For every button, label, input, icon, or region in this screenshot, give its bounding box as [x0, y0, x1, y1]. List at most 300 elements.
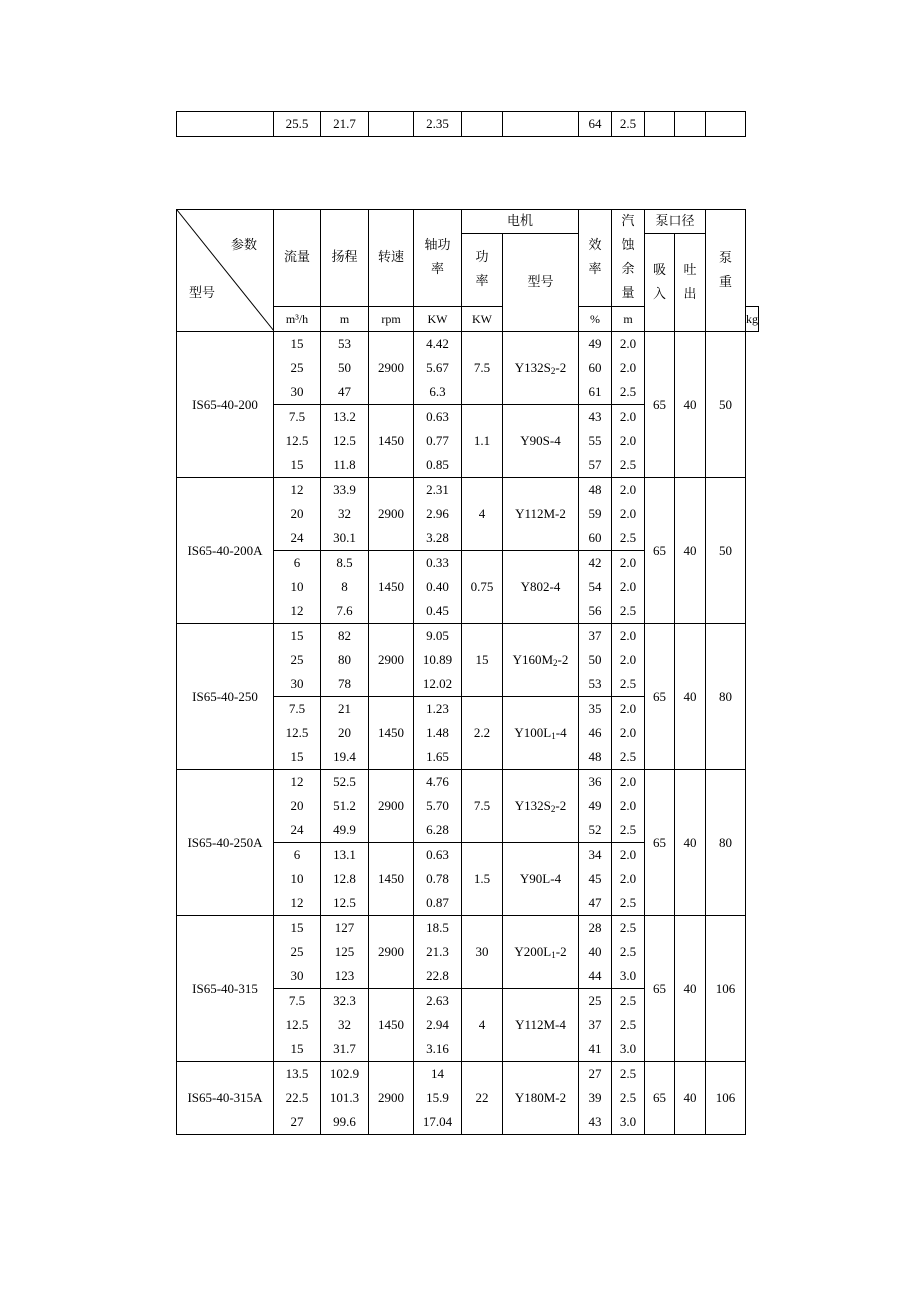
efficiency-cell-value: 43 [588, 1114, 602, 1129]
flow-cell [274, 405, 321, 478]
shaft-power-cell-value: 6.28 [426, 822, 449, 837]
head-cell-value: 21 [338, 701, 351, 716]
head-cell-value: 31.7 [333, 1041, 356, 1056]
head-cell [321, 916, 369, 989]
head-cell [321, 405, 369, 478]
efficiency-cell-value: 60 [588, 530, 602, 545]
npsh-cell-value: 2.5 [619, 993, 637, 1008]
npsh-cell-value: 2.5 [619, 457, 637, 472]
efficiency-cell [579, 405, 612, 478]
shaft-power-cell-value: 2.96 [426, 506, 449, 521]
head-cell-value: 30.1 [333, 530, 356, 545]
npsh-cell-value: 2.0 [619, 336, 637, 351]
speed-cell: 2900 [369, 770, 414, 843]
head-cell [321, 843, 369, 916]
npsh-cell [612, 770, 645, 843]
head-cell-value: 127 [334, 920, 355, 935]
npsh-cell-value: 2.0 [619, 798, 637, 813]
head-cell [321, 770, 369, 843]
cell [503, 112, 579, 137]
npsh-cell [612, 332, 645, 405]
shaft-power-cell [414, 551, 462, 624]
shaft-power-cell-value: 1.23 [426, 701, 449, 716]
head-cell [321, 551, 369, 624]
npsh-cell [612, 478, 645, 551]
head-cell-value: 32 [338, 506, 351, 521]
model-cell: IS65-40-200 [177, 332, 274, 478]
cell [177, 112, 274, 137]
discharge-cell: 40 [675, 332, 706, 478]
flow-cell [274, 551, 321, 624]
diagonal-header-cell [177, 210, 274, 332]
flow-cell [274, 916, 321, 989]
head-cell-value: 13.1 [333, 847, 356, 862]
shaft-power-cell [414, 405, 462, 478]
efficiency-cell-value: 36 [588, 774, 602, 789]
top-row [177, 112, 746, 137]
head-cell-value: 78 [338, 676, 351, 691]
flow-cell-value: 25 [290, 652, 304, 667]
head-cell-value: 80 [338, 652, 351, 667]
efficiency-header [579, 210, 612, 307]
motor-power-cell: 30 [462, 916, 503, 989]
shaft-power-cell [414, 624, 462, 697]
motor-model-subscript: 2 [553, 658, 558, 668]
head-cell-value: 82 [338, 628, 351, 643]
motor-header: 电机 [462, 210, 579, 234]
motor-model-subscript: 2 [550, 366, 556, 376]
efficiency-cell [579, 989, 612, 1062]
flow-cell [274, 843, 321, 916]
head-cell-value: 123 [334, 968, 355, 983]
flow-cell-value: 25 [290, 360, 304, 375]
discharge-cell: 40 [675, 770, 706, 916]
motor-power-cell: 22 [462, 1062, 503, 1135]
npsh-cell-value: 3.0 [619, 1041, 637, 1056]
discharge-cell: 40 [675, 1062, 706, 1135]
motor-model-subscript: 1 [551, 731, 556, 741]
efficiency-cell-value: 59 [588, 506, 602, 521]
cell: 64 [579, 112, 612, 137]
table-row [177, 916, 759, 989]
npsh-cell-value: 2.5 [619, 920, 637, 935]
efficiency-cell-value: 54 [588, 579, 602, 594]
motor-power-cell: 2.2 [462, 697, 503, 770]
efficiency-cell [579, 624, 612, 697]
flow-cell-value: 25 [290, 944, 304, 959]
npsh-cell-value: 2.0 [619, 555, 637, 570]
npsh-cell-value: 2.0 [619, 725, 637, 740]
shaft-power-cell-value: 3.16 [426, 1041, 449, 1056]
npsh-cell-value: 2.5 [619, 1066, 637, 1081]
motor-model-subscript: 1 [551, 950, 556, 960]
shaft-power-cell-value: 21.3 [426, 944, 449, 959]
speed-cell: 1450 [369, 843, 414, 916]
motor-model-text: Y160M [512, 652, 554, 667]
npsh-cell-value: 2.5 [619, 1017, 637, 1032]
shaft-power-cell-value: 2.31 [426, 482, 449, 497]
motor-model-text: Y100L [514, 725, 552, 740]
unit-motor-power: KW [462, 307, 503, 332]
motor-power-cell: 0.75 [462, 551, 503, 624]
efficiency-cell-value: 49 [588, 798, 602, 813]
speed-cell: 1450 [369, 551, 414, 624]
weight-header-line: 重 [718, 274, 732, 290]
efficiency-cell-value: 35 [588, 701, 602, 716]
efficiency-cell-value: 45 [588, 871, 602, 886]
cell: 21.7 [321, 112, 369, 137]
motor-model-cell [503, 1062, 579, 1135]
model-cell: IS65-40-250 [177, 624, 274, 770]
table-row [177, 332, 759, 405]
cell [706, 112, 746, 137]
motor-power-cell: 1.1 [462, 405, 503, 478]
shaft-power-cell-value: 12.02 [422, 676, 453, 691]
efficiency-cell-value: 34 [588, 847, 602, 862]
motor-model-cell [503, 478, 579, 551]
flow-cell-value: 12.5 [285, 1017, 309, 1032]
cell: 2.35 [414, 112, 462, 137]
efficiency-cell [579, 551, 612, 624]
npsh-cell-value: 2.0 [619, 482, 637, 497]
discharge-header-line: 出 [683, 286, 697, 302]
npsh-cell-value: 2.5 [619, 603, 637, 618]
npsh-header-line: 汽 [621, 214, 635, 229]
head-cell [321, 697, 369, 770]
head-cell-value: 102.9 [329, 1066, 360, 1081]
efficiency-header-line: 效 [588, 238, 602, 253]
header-row-1 [177, 210, 759, 234]
efficiency-cell-value: 28 [588, 920, 602, 935]
shaft-power-cell [414, 770, 462, 843]
speed-cell: 1450 [369, 989, 414, 1062]
unit-npsh: m [612, 307, 645, 332]
efficiency-cell-value: 48 [588, 482, 602, 497]
npsh-cell-value: 2.0 [619, 409, 637, 424]
npsh-cell [612, 551, 645, 624]
shaft-power-cell-value: 2.94 [426, 1017, 449, 1032]
head-cell-value: 32.3 [333, 993, 356, 1008]
shaft-power-cell-value: 4.42 [426, 336, 449, 351]
flow-cell-value: 12 [290, 603, 304, 618]
npsh-cell [612, 697, 645, 770]
motor-power-cell: 15 [462, 624, 503, 697]
flow-cell [274, 332, 321, 405]
motor-power-header-line: 率 [475, 274, 489, 289]
weight-cell: 50 [706, 332, 746, 478]
shaft-power-header-line: 率 [430, 262, 444, 277]
npsh-cell-value: 2.0 [619, 652, 637, 667]
efficiency-cell [579, 332, 612, 405]
flow-cell-value: 10 [290, 871, 304, 886]
flow-cell-value: 7.5 [288, 993, 306, 1008]
npsh-cell-value: 2.5 [619, 530, 637, 545]
head-cell-value: 7.6 [336, 603, 353, 618]
efficiency-cell-value: 42 [588, 555, 602, 570]
head-cell-value: 52.5 [333, 774, 356, 789]
npsh-cell [612, 916, 645, 989]
shaft-power-cell-value: 5.70 [426, 798, 449, 813]
shaft-power-cell-value: 1.65 [426, 749, 449, 764]
weight-cell: 106 [706, 916, 746, 1062]
shaft-power-cell [414, 843, 462, 916]
efficiency-cell-value: 25 [588, 993, 602, 1008]
motor-model-text: Y200L [514, 944, 552, 959]
cell: 25.5 [274, 112, 321, 137]
shaft-power-cell-value: 0.87 [426, 895, 449, 910]
npsh-header-line: 余 [621, 262, 635, 277]
motor-model-cell [503, 405, 579, 478]
head-cell-value: 20 [338, 725, 351, 740]
motor-model-cell [503, 843, 579, 916]
efficiency-cell-value: 53 [588, 676, 602, 691]
speed-cell: 2900 [369, 478, 414, 551]
param-label: 参数 [230, 238, 257, 253]
flow-cell-value: 13.5 [285, 1066, 309, 1081]
efficiency-cell [579, 916, 612, 989]
unit-shaft-power: KW [414, 307, 462, 332]
efficiency-cell-value: 55 [588, 433, 602, 448]
motor-model-header: 型号 [503, 234, 579, 332]
head-cell-value: 99.6 [333, 1114, 356, 1129]
shaft-power-cell-value: 14 [431, 1066, 444, 1081]
efficiency-cell [579, 697, 612, 770]
efficiency-cell-value: 47 [588, 895, 602, 910]
head-cell-value: 12.8 [333, 871, 356, 886]
flow-cell-value: 12 [290, 774, 304, 789]
table-row [177, 478, 759, 551]
flow-cell-value: 24 [290, 530, 304, 545]
diagonal-line [177, 210, 274, 331]
flow-cell [274, 989, 321, 1062]
shaft-power-cell [414, 332, 462, 405]
head-cell-value: 19.4 [333, 749, 356, 764]
shaft-power-cell-value: 22.8 [426, 968, 449, 983]
port-header: 泵口径 [645, 210, 706, 234]
motor-model-cell [503, 770, 579, 843]
head-cell-value: 49.9 [333, 822, 356, 837]
head-cell [321, 624, 369, 697]
efficiency-cell-value: 43 [588, 409, 602, 424]
motor-model-cell [503, 989, 579, 1062]
discharge-header [675, 234, 706, 332]
npsh-cell-value: 2.0 [619, 506, 637, 521]
weight-header [706, 210, 746, 332]
shaft-power-cell-value: 0.40 [426, 579, 449, 594]
efficiency-cell [579, 1062, 612, 1135]
npsh-cell-value: 2.0 [619, 871, 637, 886]
unit-efficiency: % [579, 307, 612, 332]
weight-cell: 106 [706, 1062, 746, 1135]
suction-cell: 65 [645, 916, 675, 1062]
head-cell-value: 13.2 [333, 409, 356, 424]
npsh-cell [612, 989, 645, 1062]
efficiency-cell-value: 61 [588, 384, 602, 399]
shaft-power-header [414, 210, 462, 307]
efficiency-cell-value: 40 [588, 944, 602, 959]
flow-cell [274, 478, 321, 551]
suction-cell: 65 [645, 332, 675, 478]
table-row [177, 1062, 759, 1135]
motor-model-text: Y90L-4 [519, 871, 562, 886]
shaft-power-cell-value: 0.85 [426, 457, 449, 472]
head-cell [321, 989, 369, 1062]
discharge-cell: 40 [675, 478, 706, 624]
cell [675, 112, 706, 137]
efficiency-cell-value: 52 [588, 822, 602, 837]
motor-model-cell [503, 624, 579, 697]
motor-model-text: Y132S [514, 360, 551, 375]
npsh-cell-value: 2.0 [619, 433, 637, 448]
flow-cell-value: 12.5 [285, 433, 309, 448]
npsh-cell-value: 2.0 [619, 628, 637, 643]
suction-header-line: 入 [652, 286, 666, 302]
motor-model-suffix: -2 [555, 360, 567, 375]
flow-cell-value: 7.5 [288, 701, 306, 716]
shaft-power-cell-value: 10.89 [422, 652, 453, 667]
suction-header [645, 234, 675, 332]
flow-cell-value: 7.5 [288, 409, 306, 424]
flow-cell-value: 15 [290, 920, 304, 935]
npsh-cell [612, 405, 645, 478]
efficiency-cell [579, 770, 612, 843]
table-body [177, 332, 759, 1135]
flow-cell-value: 12 [290, 482, 304, 497]
motor-power-header-line: 功 [475, 250, 489, 265]
head-cell-value: 11.8 [333, 457, 356, 472]
efficiency-cell-value: 39 [588, 1090, 602, 1105]
shaft-power-cell-value: 9.05 [426, 628, 449, 643]
motor-model-subscript: 2 [550, 804, 556, 814]
shaft-power-cell-value: 6.3 [429, 384, 446, 399]
shaft-power-cell-value: 15.9 [426, 1090, 449, 1105]
head-cell-value: 32 [338, 1017, 351, 1032]
shaft-power-cell-value: 3.28 [426, 530, 449, 545]
model-cell: IS65-40-315 [177, 916, 274, 1062]
shaft-power-cell-value: 1.48 [426, 725, 449, 740]
efficiency-cell-value: 49 [588, 336, 602, 351]
npsh-cell-value: 2.0 [619, 774, 637, 789]
npsh-cell [612, 624, 645, 697]
motor-power-cell: 7.5 [462, 332, 503, 405]
flow-cell-value: 30 [290, 676, 304, 691]
suction-cell: 65 [645, 624, 675, 770]
flow-cell-value: 30 [290, 968, 304, 983]
flow-cell-value: 30 [290, 384, 304, 399]
efficiency-cell-value: 41 [588, 1041, 602, 1056]
cell [369, 112, 414, 137]
efficiency-cell-value: 44 [588, 968, 602, 983]
suction-cell: 65 [645, 478, 675, 624]
motor-model-text: Y90S-4 [520, 433, 561, 448]
flow-cell-value: 15 [290, 628, 304, 643]
shaft-power-cell-value: 2.63 [426, 993, 449, 1008]
shaft-power-cell-value: 17.04 [422, 1114, 453, 1129]
head-cell [321, 478, 369, 551]
weight-header-line: 泵 [718, 250, 732, 266]
flow-cell-value: 15 [290, 336, 304, 351]
efficiency-cell-value: 50 [588, 652, 602, 667]
model-cell: IS65-40-315A [177, 1062, 274, 1135]
shaft-power-cell-value: 4.76 [426, 774, 449, 789]
npsh-cell-value: 3.0 [619, 1114, 637, 1129]
shaft-power-cell [414, 916, 462, 989]
efficiency-cell [579, 843, 612, 916]
model-cell: IS65-40-200A [177, 478, 274, 624]
unit-speed: rpm [369, 307, 414, 332]
flow-cell-value: 15 [290, 749, 304, 764]
motor-power-cell: 4 [462, 478, 503, 551]
motor-model-text: Y180M-2 [514, 1090, 567, 1105]
head-cell-value: 12.5 [333, 433, 356, 448]
head-cell-value: 33.9 [333, 482, 356, 497]
shaft-power-cell [414, 989, 462, 1062]
shaft-power-cell-value: 0.77 [426, 433, 449, 448]
efficiency-cell-value: 48 [588, 749, 602, 764]
head-cell-value: 125 [334, 944, 355, 959]
head-cell-value: 12.5 [333, 895, 356, 910]
weight-cell: 80 [706, 770, 746, 916]
shaft-power-cell [414, 697, 462, 770]
shaft-power-cell-value: 18.5 [426, 920, 449, 935]
efficiency-cell-value: 27 [588, 1066, 602, 1081]
discharge-header-line: 吐 [683, 262, 697, 278]
unit-weight: kg [746, 307, 759, 332]
pump-spec-table [176, 209, 759, 1135]
npsh-cell-value: 2.5 [619, 384, 637, 399]
npsh-cell-value: 3.0 [619, 968, 637, 983]
flow-cell-value: 27 [290, 1114, 304, 1129]
shaft-power-cell-value: 0.63 [426, 847, 449, 862]
discharge-cell: 40 [675, 916, 706, 1062]
speed-cell: 2900 [369, 332, 414, 405]
cell [645, 112, 675, 137]
npsh-cell-value: 2.0 [619, 701, 637, 716]
motor-model-suffix: -2 [555, 798, 567, 813]
top-partial-table [176, 111, 746, 137]
head-cell-value: 51.2 [333, 798, 356, 813]
head-header: 扬程 [321, 210, 369, 307]
flow-cell-value: 20 [290, 506, 304, 521]
cell [462, 112, 503, 137]
unit-head: m [321, 307, 369, 332]
flow-cell-value: 6 [293, 847, 301, 862]
npsh-cell-value: 2.0 [619, 847, 637, 862]
speed-cell: 1450 [369, 697, 414, 770]
flow-cell [274, 770, 321, 843]
motor-model-text: Y132S [514, 798, 551, 813]
cell: 2.5 [612, 112, 645, 137]
motor-power-cell: 4 [462, 989, 503, 1062]
shaft-power-cell-value: 0.45 [426, 603, 449, 618]
npsh-cell-value: 2.0 [619, 579, 637, 594]
flow-cell-value: 15 [290, 457, 304, 472]
model-cell: IS65-40-250A [177, 770, 274, 916]
speed-cell: 2900 [369, 1062, 414, 1135]
efficiency-cell-value: 37 [588, 1017, 602, 1032]
motor-model-suffix: -4 [555, 725, 567, 740]
efficiency-cell-value: 57 [588, 457, 602, 472]
efficiency-cell-value: 37 [588, 628, 602, 643]
table-row [177, 770, 759, 843]
unit-flow: m³/h [274, 307, 321, 332]
motor-model-cell [503, 332, 579, 405]
head-cell-value: 50 [338, 360, 351, 375]
flow-cell-value: 12 [290, 895, 304, 910]
flow-cell [274, 697, 321, 770]
discharge-cell: 40 [675, 624, 706, 770]
head-cell [321, 332, 369, 405]
